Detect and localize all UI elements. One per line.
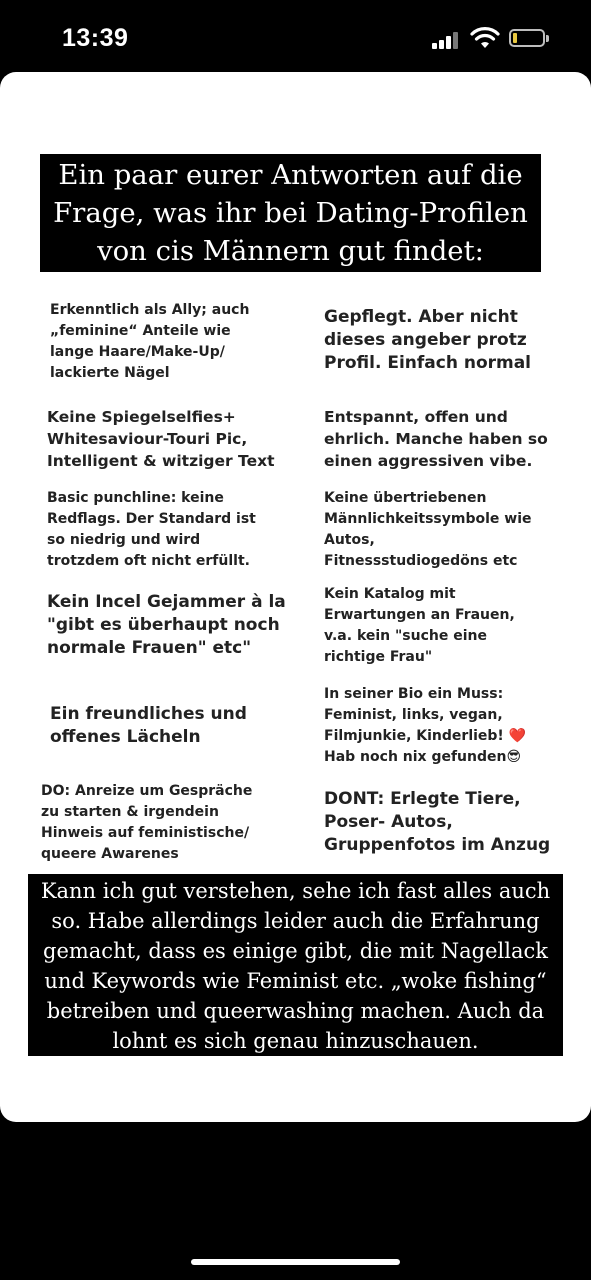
story-header bbox=[40, 154, 541, 272]
story-comment bbox=[28, 874, 563, 1056]
answer-card: Gepflegt. Aber nicht dieses angeber protz Profil. Einfach normal bbox=[324, 307, 532, 373]
answer-card: Erkenntlich als Ally; auch „feminine“ Anteile wie lange Haare/Make-Up/ lackierte Nägel bbox=[50, 302, 250, 381]
answer-card: In seiner Bio ein Muss: Feminist, links, vegan, Filmjunkie, Kinderlieb! ❤️ Hab noch nix gefunden😎 bbox=[324, 686, 527, 765]
answer-card: DONT: Erlegte Tiere, Poser- Autos, Gruppenfotos im Anzug bbox=[324, 789, 551, 855]
answer-card: Keine übertriebenen Männlichkeitssymbole wie Autos, Fitnessstudiogedöns etc bbox=[324, 490, 532, 569]
answer-card: Ein freundliches und offenes Lächeln bbox=[50, 704, 247, 747]
story-comment-text: Kann ich gut verstehen, sehe ich fast alles auch so. Habe allerdings leider auch die Erfahrung gemacht, dass es einige gibt, die mit Nagellack und Keywords wie Feminist etc. „woke fishing“ betreiben und queerwashing machen. Auch da lohnt es sich genau hinzuschauen. bbox=[40, 879, 551, 1053]
answer-card: DO: Anreize um Gespräche zu starten & irgendein Hinweis auf feministische/ queere Awarenes bbox=[41, 783, 253, 862]
cellular-signal-icon bbox=[432, 31, 462, 49]
story-card bbox=[0, 72, 591, 1122]
answer-card: Kein Katalog mit Erwartungen an Frauen, v.a. kein "suche eine richtige Frau" bbox=[324, 586, 515, 665]
status-time: 13:39 bbox=[62, 24, 129, 52]
answer-card: Basic punchline: keine Redflags. Der Standard ist so niedrig und wird trotzdem oft nicht erfüllt. bbox=[47, 490, 256, 569]
home-indicator[interactable] bbox=[191, 1259, 400, 1265]
answer-card: Keine Spiegelselfies+ Whitesaviour-Touri Pic, Intelligent & witziger Text bbox=[47, 408, 275, 470]
answer-card: Kein Incel Gejammer à la "gibt es überhaupt noch normale Frauen" etc" bbox=[47, 592, 286, 658]
wifi-icon bbox=[470, 27, 500, 49]
answer-card: Entspannt, offen und ehrlich. Manche haben so einen aggressiven vibe. bbox=[324, 408, 548, 470]
story-header-text: Ein paar eurer Antworten auf die Frage, was ihr bei Dating-Profilen von cis Männern gut findet: bbox=[53, 159, 528, 267]
battery-icon bbox=[509, 29, 545, 47]
status-bar bbox=[0, 0, 591, 72]
